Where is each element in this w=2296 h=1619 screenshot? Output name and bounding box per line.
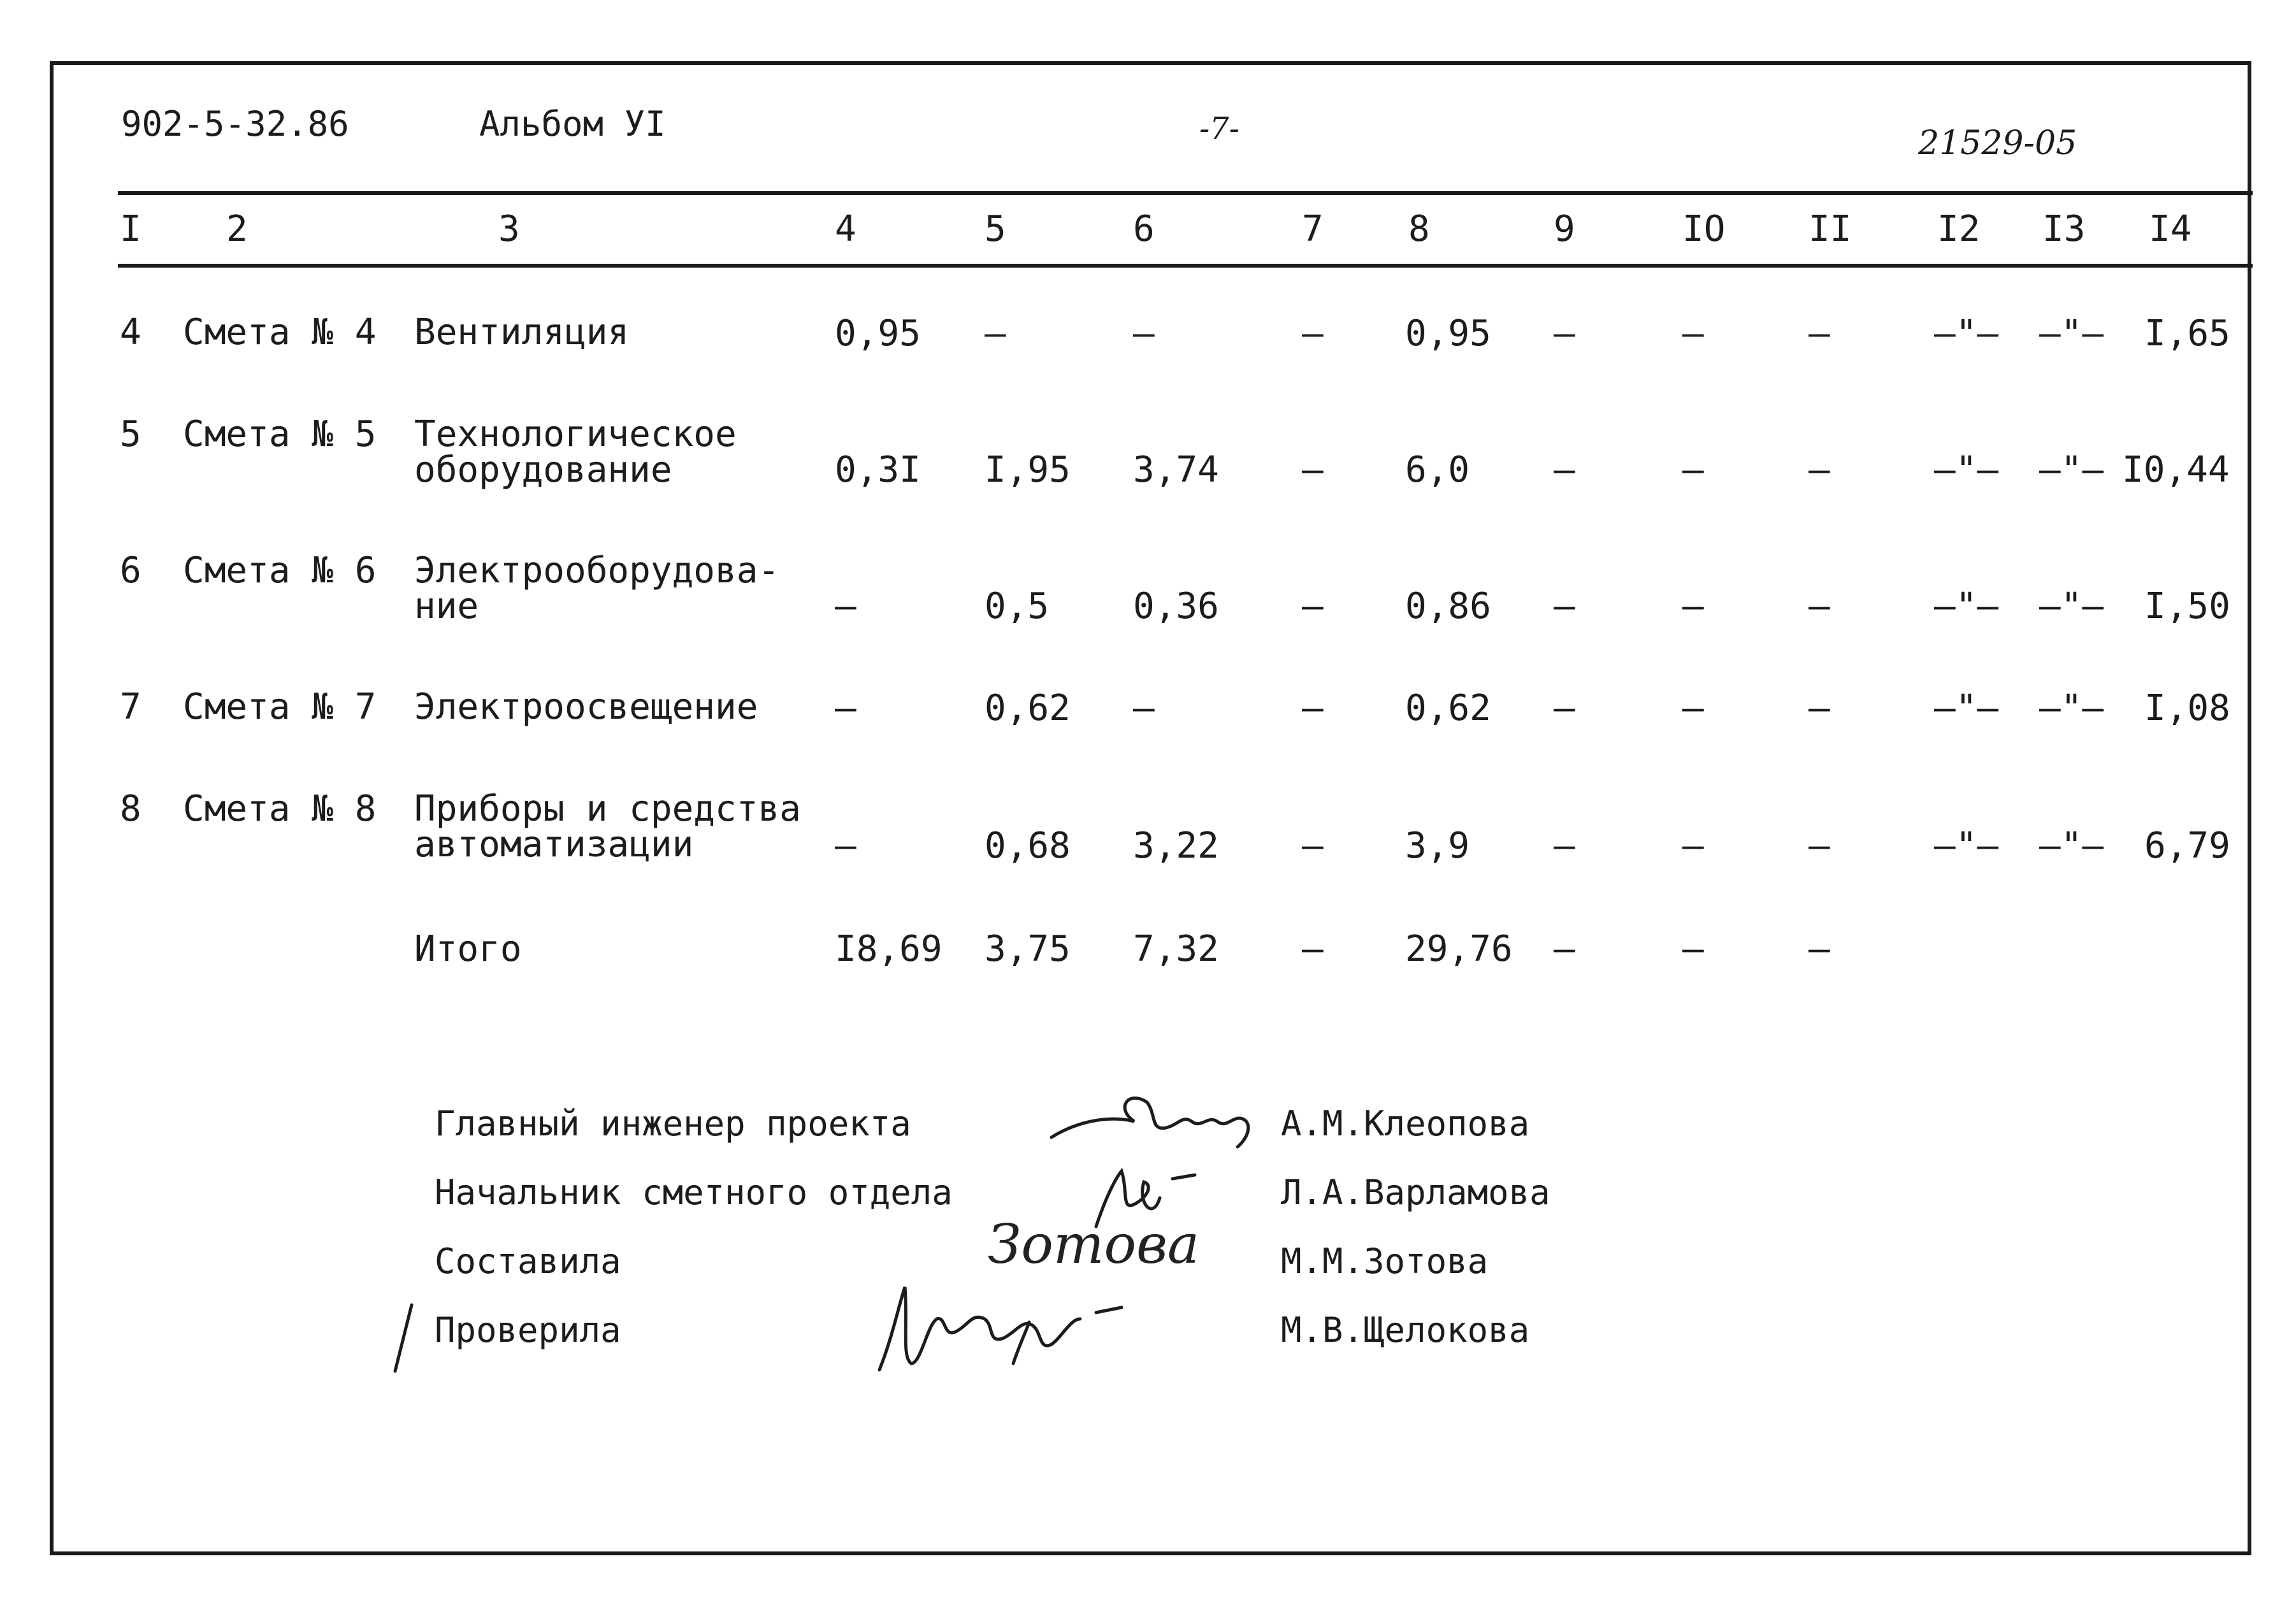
value-col6: – — [1133, 687, 1155, 729]
col-header-7: 7 — [1302, 208, 1324, 250]
estimate-ref: Смета № 5 — [183, 414, 377, 455]
value-col5: 0,5 — [985, 586, 1050, 627]
col-header-12: I2 — [1937, 208, 1981, 250]
value-col12: –"– — [1934, 825, 1999, 867]
value-col7: – — [1302, 449, 1324, 491]
col-header-1: I — [120, 208, 141, 250]
value-col12: –"– — [1934, 687, 1999, 729]
value-col13: –"– — [2039, 825, 2104, 867]
value-col6: – — [1133, 313, 1155, 354]
col-header-2: 2 — [226, 208, 248, 250]
value-col9: – — [1554, 586, 1575, 627]
col-header-4: 4 — [835, 208, 856, 250]
col-header-6: 6 — [1133, 208, 1155, 250]
row-number: 8 — [120, 788, 141, 830]
value-col14: I,50 — [2144, 586, 2230, 627]
signature-name: Л.А.Варламова — [1281, 1172, 1550, 1212]
value-col7: – — [1302, 313, 1324, 354]
value-col11: – — [1809, 313, 1830, 354]
value-col9: – — [1554, 825, 1575, 867]
col-header-11: II — [1809, 208, 1852, 250]
signature-role: Составила — [435, 1241, 621, 1281]
value-col10: – — [1682, 586, 1704, 627]
row-number: 4 — [120, 312, 141, 353]
value-col11: – — [1809, 449, 1830, 491]
col-header-8: 8 — [1408, 208, 1430, 250]
estimate-ref: Смета № 8 — [183, 788, 377, 830]
value-col11: – — [1809, 825, 1830, 867]
value-col13: –"– — [2039, 687, 2104, 729]
signature-4-handwritten — [867, 1268, 1160, 1395]
work-title: Электроосвещение — [414, 686, 758, 728]
value-col14: I0,44 — [2122, 449, 2230, 491]
work-title: Вентиляция — [414, 312, 630, 353]
album-label: Альбом УI — [479, 104, 666, 144]
value-col4: – — [835, 687, 856, 729]
value-col11: – — [1809, 586, 1830, 627]
value-col8: 0,86 — [1405, 586, 1491, 627]
value-col10: – — [1682, 449, 1704, 491]
value-col9: – — [1554, 313, 1575, 354]
check-mark-stroke — [390, 1300, 415, 1376]
value-col9: – — [1554, 687, 1575, 729]
value-col5: – — [985, 313, 1006, 354]
header-rule-bottom — [118, 264, 2253, 268]
total-col9: – — [1554, 928, 1575, 970]
signature-name: М.М.Зотова — [1281, 1241, 1489, 1281]
total-col8: 29,76 — [1405, 928, 1513, 970]
value-col7: – — [1302, 586, 1324, 627]
value-col10: – — [1682, 313, 1704, 354]
page-number: -7- — [1199, 111, 1239, 147]
value-col4: – — [835, 825, 856, 867]
value-col13: –"– — [2039, 586, 2104, 627]
value-col13: –"– — [2039, 449, 2104, 491]
signature-role: Главный инженер проекта — [435, 1104, 911, 1144]
col-header-9: 9 — [1554, 208, 1575, 250]
col-header-5: 5 — [985, 208, 1006, 250]
value-col13: –"– — [2039, 313, 2104, 354]
value-col6: 3,22 — [1133, 825, 1219, 867]
value-col4: 0,3I — [835, 449, 921, 491]
signature-name: М.В.Щелокова — [1281, 1310, 1530, 1350]
value-col14: I,65 — [2144, 313, 2230, 354]
doc-number: 902-5-32.86 — [121, 104, 349, 144]
value-col14: I,08 — [2144, 687, 2230, 729]
value-col8: 3,9 — [1405, 825, 1470, 867]
total-label: Итого — [414, 928, 522, 970]
row-number: 5 — [120, 414, 141, 455]
col-header-13: I3 — [2042, 208, 2086, 250]
registration-number: 21529-05 — [1918, 124, 2077, 162]
value-col12: –"– — [1934, 586, 1999, 627]
value-col7: – — [1302, 687, 1324, 729]
header-rule-top — [118, 191, 2253, 195]
col-header-14: I4 — [2149, 208, 2192, 250]
value-col7: – — [1302, 825, 1324, 867]
total-col6: 7,32 — [1133, 928, 1219, 970]
value-col8: 0,62 — [1405, 687, 1491, 729]
signature-1-handwritten — [1039, 1077, 1268, 1160]
col-header-10: IO — [1682, 208, 1726, 250]
value-col5: I,95 — [985, 449, 1071, 491]
value-col8: 6,0 — [1405, 449, 1470, 491]
estimate-ref: Смета № 7 — [183, 686, 377, 728]
value-col4: 0,95 — [835, 313, 921, 354]
value-col12: –"– — [1934, 449, 1999, 491]
estimate-ref: Смета № 4 — [183, 312, 377, 353]
work-title: Электрооборудова- ние — [414, 550, 780, 627]
total-col4: I8,69 — [835, 928, 942, 970]
value-col6: 3,74 — [1133, 449, 1219, 491]
value-col9: – — [1554, 449, 1575, 491]
signature-role: Проверила — [435, 1310, 621, 1350]
signature-name: А.М.Клеопова — [1281, 1104, 1530, 1144]
value-col4: – — [835, 586, 856, 627]
value-col8: 0,95 — [1405, 313, 1491, 354]
value-col10: – — [1682, 825, 1704, 867]
signature-role: Начальник сметного отдела — [435, 1172, 953, 1212]
estimate-ref: Смета № 6 — [183, 550, 377, 591]
value-col12: –"– — [1934, 313, 1999, 354]
row-number: 6 — [120, 550, 141, 591]
value-col5: 0,68 — [985, 825, 1071, 867]
value-col11: – — [1809, 687, 1830, 729]
total-col10: – — [1682, 928, 1704, 970]
col-header-3: 3 — [498, 208, 520, 250]
total-col5: 3,75 — [985, 928, 1071, 970]
work-title: Приборы и средства автоматизации — [414, 788, 801, 865]
work-title: Технологическое оборудование — [414, 414, 737, 491]
value-col5: 0,62 — [985, 687, 1071, 729]
value-col14: 6,79 — [2144, 825, 2230, 867]
row-number: 7 — [120, 686, 141, 728]
total-col7: – — [1302, 928, 1324, 970]
total-col11: – — [1809, 928, 1830, 970]
signature-3-handwritten: Зотова — [988, 1213, 1200, 1276]
value-col6: 0,36 — [1133, 586, 1219, 627]
value-col10: – — [1682, 687, 1704, 729]
